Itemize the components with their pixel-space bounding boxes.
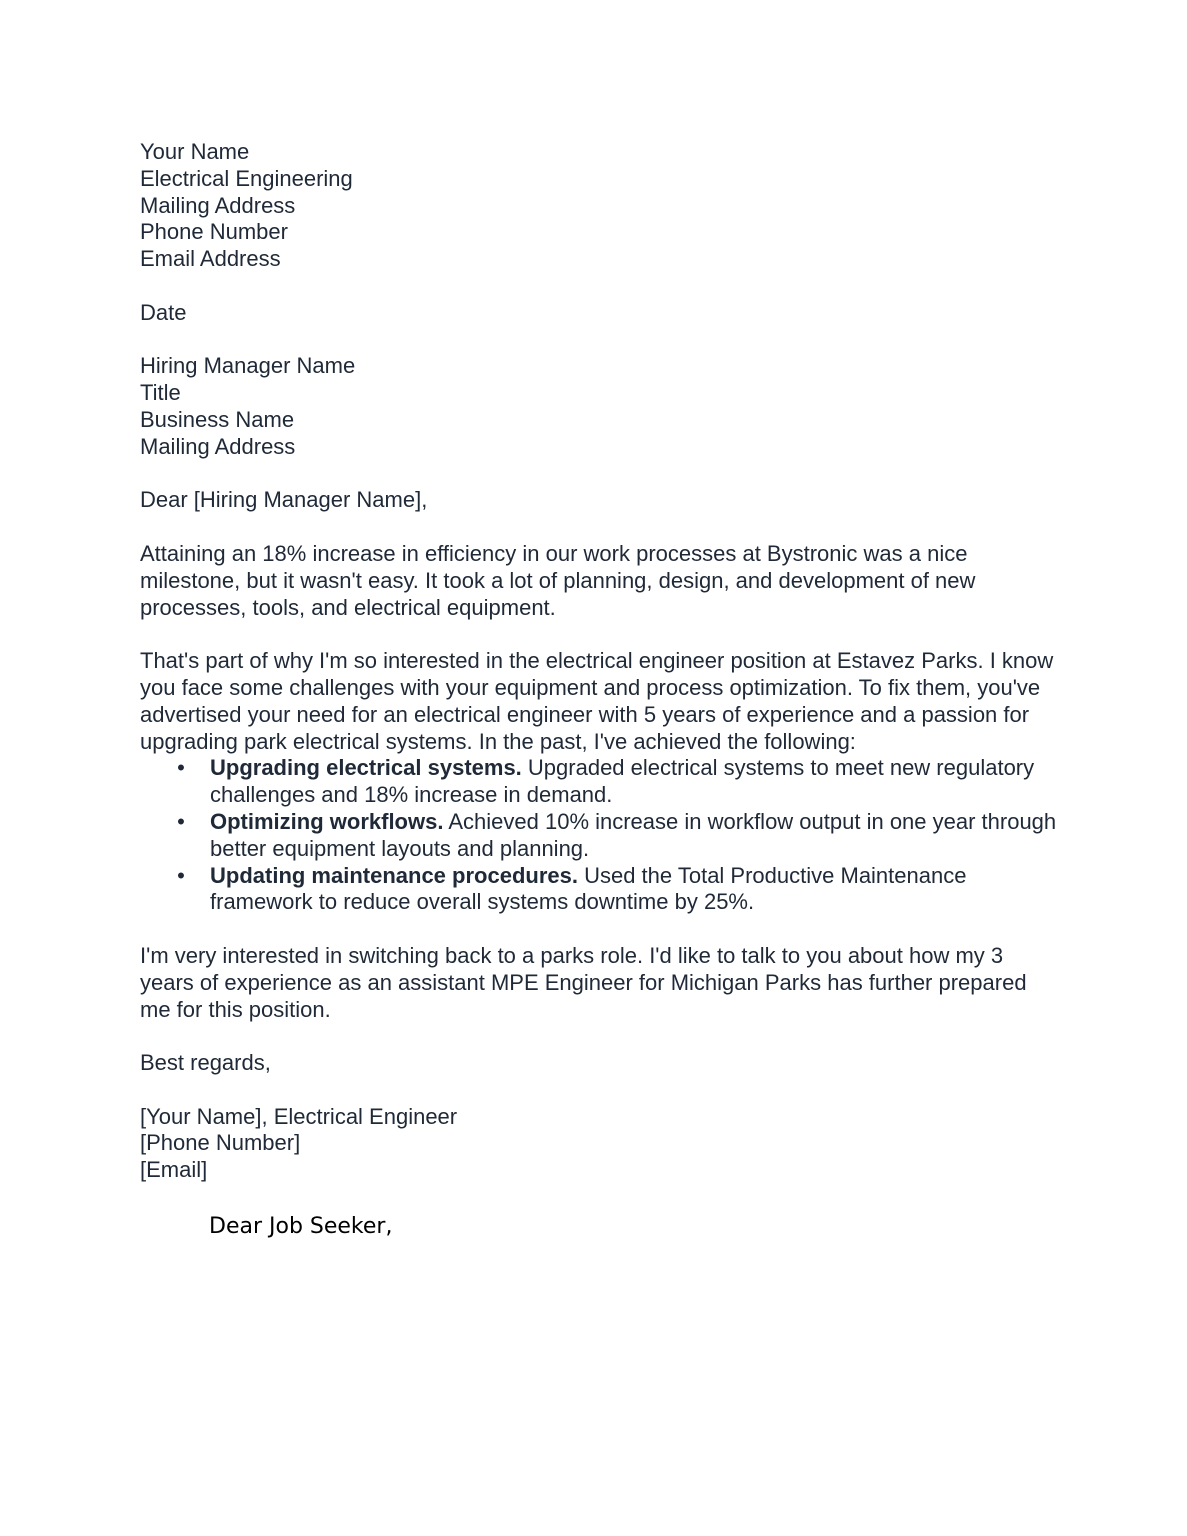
bullet-icon: • (177, 755, 185, 781)
spacer (140, 273, 1060, 300)
achievement-text: Achieved 10% increase in workflow output in one year through better equipment layouts and planning. (210, 808, 1057, 861)
spacer (140, 514, 1060, 541)
recipient-mailing-address: Mailing Address (140, 433, 296, 459)
job-seeker-note: Dear Job Seeker, (209, 1214, 393, 1239)
achievement-title: Updating maintenance procedures. (210, 862, 578, 888)
spacer (140, 916, 1060, 943)
body-paragraph-2: That's part of why I'm so interested in the electrical engineer position at Estavez Parks. I know you face some challenges with your equipment and process optimization. To fix them, you've advertised your need for an electrical engineer with 5 years of experience and a passion for upgrading park electrical systems. In the past, I've achieved the following: (140, 648, 1054, 754)
body-paragraph-1: Attaining an 18% increase in efficiency in our work processes at Bystronic was a nice milestone, but it wasn't easy. It took a lot of planning, design, and development of new processes, tools, and electrical equipment. (140, 540, 976, 620)
spacer (140, 1077, 1060, 1104)
achievements-list (140, 755, 1060, 916)
achievement-title: Optimizing workflows. (210, 808, 444, 834)
list-item (140, 809, 1060, 863)
list-item (140, 755, 1060, 809)
spacer (140, 461, 1060, 488)
achievement-title: Upgrading electrical systems. (210, 755, 522, 781)
letter-date: Date (140, 299, 187, 325)
spacer (140, 1023, 1060, 1050)
bullet-icon: • (177, 808, 185, 834)
spacer (140, 327, 1060, 354)
sender-department: Electrical Engineering (140, 165, 353, 191)
signature-name: [Your Name], Electrical Engineer (140, 1103, 458, 1129)
achievement-text: Used the Total Productive Maintenance framework to reduce overall systems downtime by 25%. (210, 862, 967, 915)
bullet-icon: • (177, 862, 185, 888)
spacer (140, 621, 1060, 648)
signature-block (140, 1104, 1060, 1184)
salutation: Dear [Hiring Manager Name], (140, 487, 428, 513)
closing: Best regards, (140, 1050, 271, 1076)
sender-name: Your Name (140, 139, 250, 164)
signature-email: [Email] (140, 1157, 208, 1183)
recipient-title: Title (140, 380, 181, 406)
sender-email: Email Address (140, 246, 281, 272)
signature-phone: [Phone Number] (140, 1130, 301, 1156)
recipient-business: Business Name (140, 406, 295, 432)
sender-mailing-address: Mailing Address (140, 192, 296, 218)
achievement-text: Upgraded electrical systems to meet new regulatory challenges and 18% increase in demand. (210, 755, 1035, 808)
recipient-block (140, 353, 1060, 460)
sender-phone: Phone Number (140, 219, 288, 245)
list-item (140, 863, 1060, 917)
recipient-name: Hiring Manager Name (140, 353, 356, 379)
body-paragraph-3: I'm very interested in switching back to a parks role. I'd like to talk to you about how my 3 years of experience as an assistant MPE Engineer for Michigan Parks has further prepared me for this position. (140, 942, 1027, 1022)
cover-letter (140, 139, 1060, 1184)
sender-block (140, 139, 1060, 273)
